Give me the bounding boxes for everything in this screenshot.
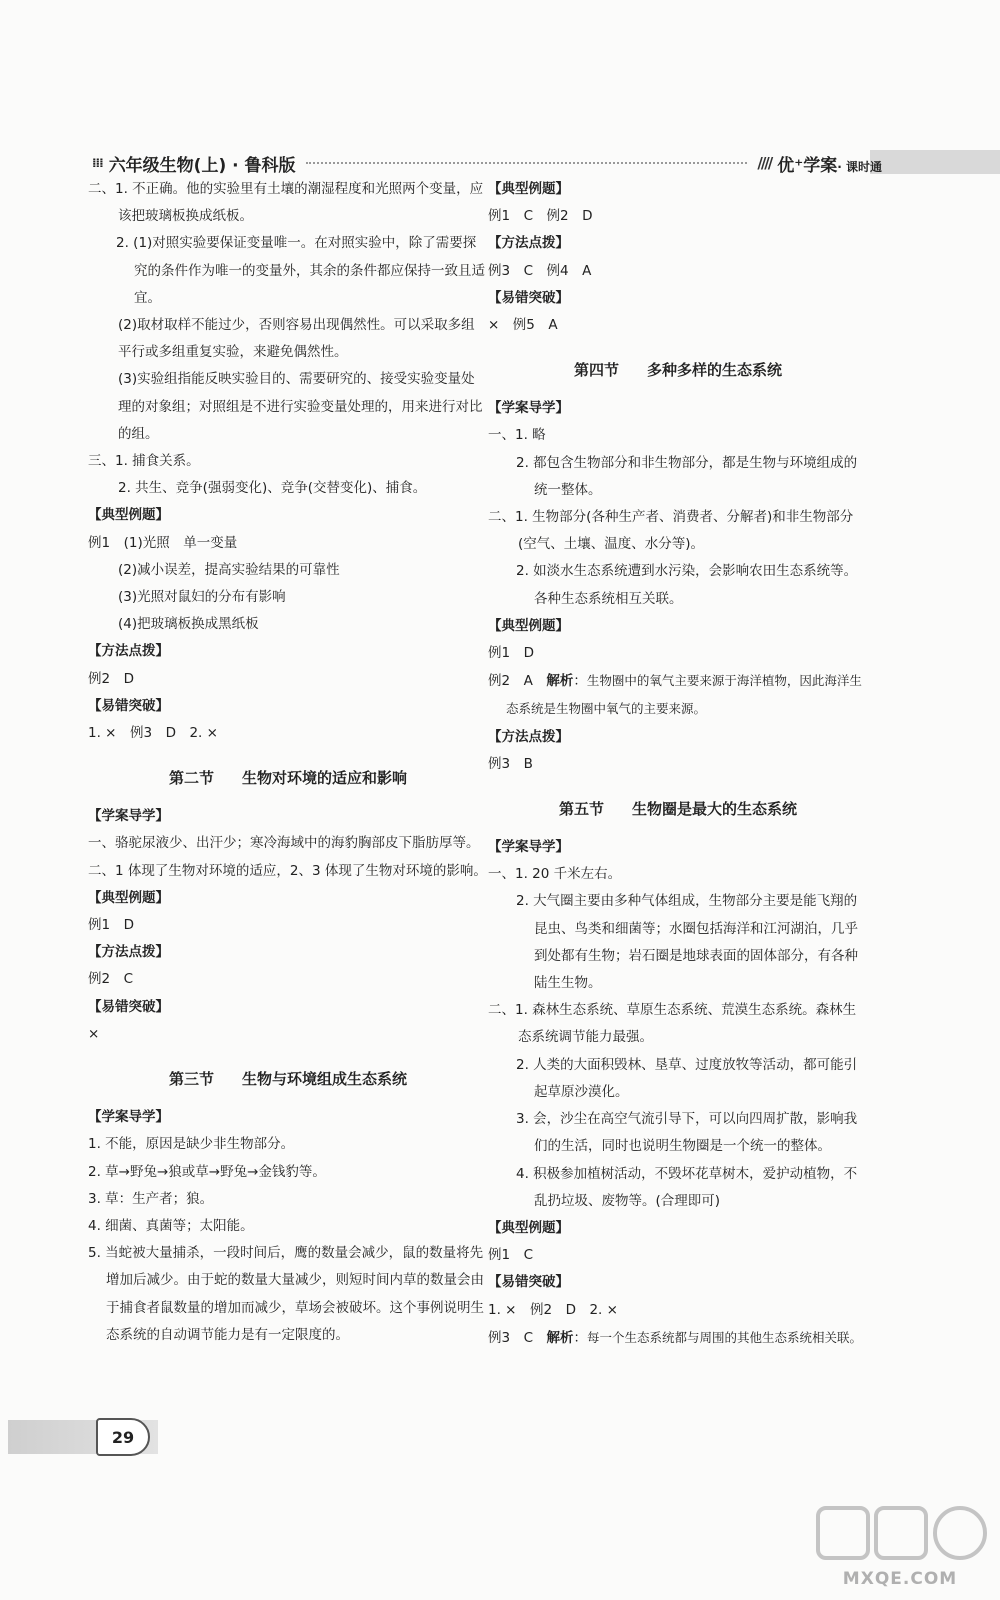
header-left: [92, 151, 296, 176]
answer-line: 一、1. 略: [488, 427, 546, 444]
brand-name: 优⁺学案: [777, 155, 838, 176]
section-tag: 【易错突破】: [88, 697, 169, 714]
answer-line: 例1 C 例2 D: [488, 208, 593, 225]
answer-line: 例2 C: [88, 971, 134, 988]
section-tag: 【典型例题】: [88, 507, 169, 524]
answer-line: 1. × 例2 D 2. ×: [488, 1301, 618, 1318]
section-tag: 【典型例题】: [488, 181, 569, 197]
answer-line: (3)实验组指能反映实验目的、需要研究的、接受实验变量处理的对象组；对照组是不进行实验变量处理的，用来进行对比的组。: [118, 371, 483, 442]
section-tag: 【学案导学】: [88, 1109, 169, 1126]
answer-line: ×: [88, 1025, 100, 1042]
answer-line: 2. 大气圈主要由多种气体组成，生物部分主要是能飞翔的昆虫、鸟类和细菌等；水圈包括海洋和江河湖泊，几乎到处都有生物；岩石圈是地球表面的固体部分，有各种陆生生物。: [516, 893, 858, 992]
watermark-logo: [810, 1500, 990, 1595]
section-tag: 【学案导学】: [88, 808, 169, 825]
answer-line: (3)光照对鼠妇的分布有影响: [118, 589, 286, 606]
answer-line: 例3 B: [488, 755, 533, 772]
answer-line: 例3 C 例4 A: [488, 262, 592, 279]
brand-sub: · 课时通: [837, 159, 882, 174]
header-band: [870, 150, 1000, 174]
answer-line: 3. 会，沙尘在高空气流引导下，可以向四周扩散，影响我们的生活，同时也说明生物圈是一个统一的整体。: [516, 1111, 858, 1155]
answer-line: 二、1. 生物部分(各种生产者、消费者、分解者)和非生物部分(空气、土壤、温度、水分等)。: [488, 509, 854, 553]
section-tag: 【易错突破】: [488, 1274, 569, 1291]
section-heading: 第三节 生物与环境组成生态系统: [168, 1070, 408, 1089]
answer-line: 2. (1)对照实验要保证变量唯一。在对照实验中，除了需要探究的条件作为唯一的变量外，其余的条件都应保持一致且适宜。: [116, 235, 485, 306]
answer-line: (2)减小误差，提高实验结果的可靠性: [118, 561, 340, 578]
answer-line: 3. 草：生产者；狼。: [88, 1190, 214, 1207]
answer-line: 2. 如淡水生态系统遭到水污染，会影响农田生态系统等。各种生态系统相互关联。: [516, 563, 858, 607]
answer-line: 例2 A 解析：生物圈中的氧气主要来源于海洋植物，因此海洋生态系统是生物圈中氧气的主要来源。: [488, 673, 862, 717]
answer-line: 例2 D: [88, 670, 134, 687]
answer-line: 2. 都包含生物部分和非生物部分，都是生物与环境组成的统一整体。: [516, 454, 858, 498]
section-tag: 【典型例题】: [88, 889, 169, 906]
left-column: [88, 176, 488, 1349]
section-tag: 【易错突破】: [88, 998, 169, 1015]
page-number: 29: [96, 1418, 150, 1456]
section-tag: 【学案导学】: [488, 839, 569, 856]
answer-line: 例1 D: [88, 917, 134, 934]
right-column: [488, 176, 868, 1352]
page-header: [92, 148, 882, 178]
book-title: 六年级生物(上) · 鲁科版: [108, 155, 296, 176]
section-tag: 【易错突破】: [488, 289, 569, 306]
section-heading: 第四节 多种多样的生态系统: [573, 361, 783, 380]
answer-line: (2)取材取样不能过少，否则容易出现偶然性。可以采取多组平行或多组重复实验，来避免偶然性。: [118, 317, 475, 361]
dots-icon: ⁞⁞⁞: [92, 156, 103, 170]
answer-line: 2. 人类的大面积毁林、垦草、过度放牧等活动，都可能引起草原沙漠化。: [516, 1056, 858, 1100]
answer-line: 二、1. 不正确。他的实验里有土壤的潮湿程度和光照两个变量，应该把玻璃板换成纸板。: [88, 181, 484, 225]
answer-line: 例3 C 解析：每一个生态系统都与周围的其他生态系统相关联。: [488, 1329, 863, 1346]
header-right: [777, 151, 882, 176]
answer-line: 2. 草→野兔→狼或草→野兔→金钱豹等。: [88, 1163, 326, 1180]
answer-line: 4. 细菌、真菌等；太阳能。: [88, 1217, 254, 1234]
section-tag: 【典型例题】: [488, 617, 569, 634]
answer-line: (4)把玻璃板换成黑纸板: [118, 616, 259, 633]
answer-line: × 例5 A: [488, 317, 558, 334]
slash-decoration-icon: ////: [757, 154, 772, 172]
answer-line: 二、1 体现了生物对环境的适应，2、3 体现了生物对环境的影响。: [88, 862, 487, 879]
answer-line: 1. 不能，原因是缺少非生物部分。: [88, 1136, 295, 1153]
answer-line: 1. × 例3 D 2. ×: [88, 725, 218, 742]
answer-line: 二、1. 森林生态系统、草原生态系统、荒漠生态系统。森林生态系统调节能力最强。: [488, 1002, 857, 1046]
answer-line: 三、1. 捕食关系。: [88, 453, 200, 470]
section-tag: 【方法点拨】: [488, 235, 569, 252]
header-dotted-rule: [306, 162, 748, 164]
answer-line: 例1 D: [488, 645, 534, 662]
watermark-text: MXQE.COM: [842, 1569, 958, 1589]
answer-line: 一、骆驼尿液少、出汗少；寒冷海域中的海豹胸部皮下脂肪厚等。: [88, 835, 480, 852]
section-tag: 【方法点拨】: [88, 944, 169, 961]
section-heading: 第二节 生物对环境的适应和影响: [168, 769, 408, 788]
section-heading: 第五节 生物圈是最大的生态系统: [558, 800, 798, 819]
answer-line: 例1 C: [488, 1247, 534, 1264]
answer-line: 4. 积极参加植树活动，不毁坏花草树木，爱护动植物，不乱扔垃圾、废物等。(合理即可): [516, 1165, 858, 1209]
answer-line: 5. 当蛇被大量捕杀，一段时间后，鹰的数量会减少，鼠的数量将先增加后减少。由于蛇的数量大量减少，则短时间内草的数量会由于捕食者鼠数量的增加而减少，草场会被破坏。这个事例说明生态系统的自动调节能力是有一定限度的。: [88, 1245, 484, 1343]
watermark-logo-icon: [810, 1500, 990, 1570]
section-tag: 【方法点拨】: [488, 728, 569, 745]
section-tag: 【典型例题】: [488, 1219, 569, 1236]
section-tag: 【学案导学】: [488, 400, 569, 417]
section-tag: 【方法点拨】: [88, 643, 169, 660]
answer-line: 例1 (1)光照 单一变量: [88, 534, 238, 551]
answer-line: 一、1. 20 千米左右。: [488, 866, 622, 883]
answer-line: 2. 共生、竞争(强弱变化)、竞争(交替变化)、捕食。: [118, 480, 427, 497]
